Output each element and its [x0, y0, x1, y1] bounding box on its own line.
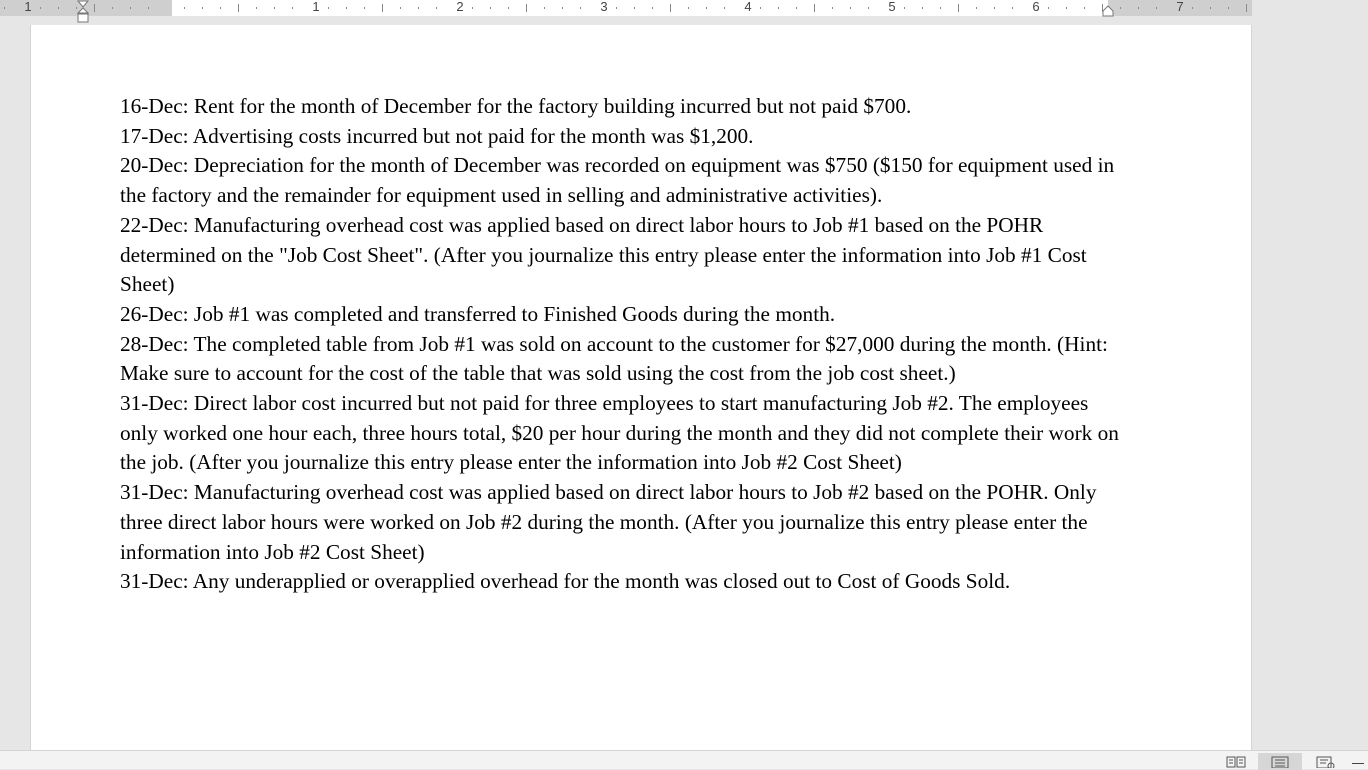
- left-indent-marker[interactable]: [76, 0, 90, 24]
- ruler-tick: [346, 7, 347, 9]
- ruler-number: 7: [1176, 0, 1184, 14]
- ruler-tick: [724, 7, 725, 9]
- ruler-tick: [832, 7, 833, 9]
- ruler-tick: [184, 7, 185, 9]
- ruler-number: 2: [456, 0, 464, 14]
- paragraph-31-dec-labor: 31-Dec: Direct labor cost incurred but not paid for three employees to start manufacturing Job #2. The employees only worked one hour each, three hours total, $20 per hour during the month and they did not complete their work on the job. (After you journalize this entry please enter the information into Job #2 Cost Sheet): [120, 391, 1119, 475]
- ruler-tick: [562, 7, 563, 9]
- ruler-tick: [904, 7, 905, 9]
- ruler-tick: [40, 7, 41, 9]
- ruler-tick: [472, 7, 473, 9]
- ruler-tick: [256, 7, 257, 9]
- print-layout-button[interactable]: [1258, 753, 1302, 770]
- web-layout-button[interactable]: [1310, 753, 1340, 770]
- web-page-icon: [1315, 756, 1335, 768]
- ruler-tick: [868, 7, 869, 9]
- zoom-out-button[interactable]: [1352, 763, 1364, 764]
- ruler-tick: [796, 7, 797, 9]
- ruler-number: 1: [312, 0, 320, 14]
- paragraph-31-dec-overhead: 31-Dec: Manufacturing overhead cost was applied based on direct labor hours to Job #2 based on the POHR. Only three direct labor hours were worked on Job #2 during the month. (After you journalize this entry please enter the information into Job #2 Cost Sheet): [120, 480, 1097, 564]
- ruler-tick: [778, 7, 779, 9]
- ruler-tick: [1120, 7, 1121, 9]
- ruler-tick: [292, 7, 293, 9]
- ruler-tick: [616, 7, 617, 9]
- ruler-tick: [328, 7, 329, 9]
- ruler-tick: [544, 7, 545, 9]
- ruler-tick: [238, 4, 239, 12]
- ruler-tick: [58, 7, 59, 9]
- ruler-tick: [490, 7, 491, 9]
- ruler-tick: [1138, 7, 1139, 9]
- ruler-tick: [652, 7, 653, 9]
- book-icon: [1226, 756, 1246, 768]
- ruler-tick: [634, 7, 635, 9]
- document-body[interactable]: [120, 92, 1120, 597]
- ruler-number: 3: [600, 0, 608, 14]
- page-icon: [1270, 756, 1290, 768]
- read-mode-button[interactable]: [1221, 753, 1251, 770]
- status-bar: [0, 750, 1368, 769]
- ruler-tick: [1048, 7, 1049, 9]
- paragraph-20-dec: 20-Dec: Depreciation for the month of December was recorded on equipment was $750 ($150 for equipment used in the factory and the remainder for equipment used in selling and administrative activities).: [120, 153, 1115, 208]
- ruler-number: 5: [888, 0, 896, 14]
- ruler-tick: [958, 4, 959, 12]
- ruler-tick: [760, 7, 761, 9]
- ruler-tick: [418, 7, 419, 9]
- right-indent-marker[interactable]: [1101, 4, 1115, 18]
- ruler-number: 4: [744, 0, 752, 14]
- ruler-tick: [1156, 7, 1157, 9]
- ruler-tick: [148, 7, 149, 9]
- ruler-tick: [1192, 7, 1193, 9]
- ruler-tick: [112, 7, 113, 9]
- horizontal-ruler[interactable]: [0, 0, 1368, 16]
- ruler-tick: [850, 7, 851, 9]
- ruler-tick: [706, 7, 707, 9]
- ruler-tick: [382, 4, 383, 12]
- ruler-tick: [922, 7, 923, 9]
- ruler-tick: [1012, 7, 1013, 9]
- ruler-tick: [130, 7, 131, 9]
- ruler-tick: [940, 7, 941, 9]
- paragraph-22-dec: 22-Dec: Manufacturing overhead cost was applied based on direct labor hours to Job #1 based on the POHR determined on the "Job Cost Sheet". (After you journalize this entry please enter the information into Job #1 Cost Sheet): [120, 212, 1087, 297]
- ruler-tick: [274, 7, 275, 9]
- ruler-tick: [436, 7, 437, 9]
- paragraph-17-dec: 17-Dec: Advertising costs incurred but not paid for the month was $1,200.: [120, 123, 754, 148]
- ruler-tick: [688, 7, 689, 9]
- ruler-tick: [508, 7, 509, 9]
- ruler-tick: [670, 4, 671, 12]
- ruler-number: 6: [1032, 0, 1040, 14]
- ruler-tick: [1066, 7, 1067, 9]
- ruler-tick: [994, 7, 995, 9]
- paragraph-31-dec-close: 31-Dec: Any underapplied or overapplied overhead for the month was closed out to Cost of Goods Sold.: [120, 569, 1011, 594]
- ruler-tick: [526, 4, 527, 12]
- paragraph-26-dec: 26-Dec: Job #1 was completed and transferred to Finished Goods during the month.: [120, 301, 836, 326]
- ruler-tick: [814, 4, 815, 12]
- ruler-tick: [1084, 7, 1085, 9]
- ruler-tick: [976, 7, 977, 9]
- ruler-tick: [220, 7, 221, 9]
- ruler-number: 1: [24, 0, 32, 14]
- ruler-tick: [4, 7, 5, 9]
- ruler-tick: [1246, 4, 1247, 12]
- paragraph-28-dec: 28-Dec: The completed table from Job #1 was sold on account to the customer for $27,000 during the month. (Hint: Make sure to account for the cost of the table that was sold using the cost from the job cost sheet.): [120, 331, 1108, 386]
- ruler-tick: [1228, 7, 1229, 9]
- ruler-tick: [94, 4, 95, 12]
- document-page[interactable]: [30, 25, 1252, 750]
- ruler-tick: [1210, 7, 1211, 9]
- ruler-tick: [364, 7, 365, 9]
- ruler-tick: [580, 7, 581, 9]
- ruler-tick: [202, 7, 203, 9]
- ruler-tick: [400, 7, 401, 9]
- paragraph-16-dec: 16-Dec: Rent for the month of December for the factory building incurred but not paid $700.: [120, 94, 912, 118]
